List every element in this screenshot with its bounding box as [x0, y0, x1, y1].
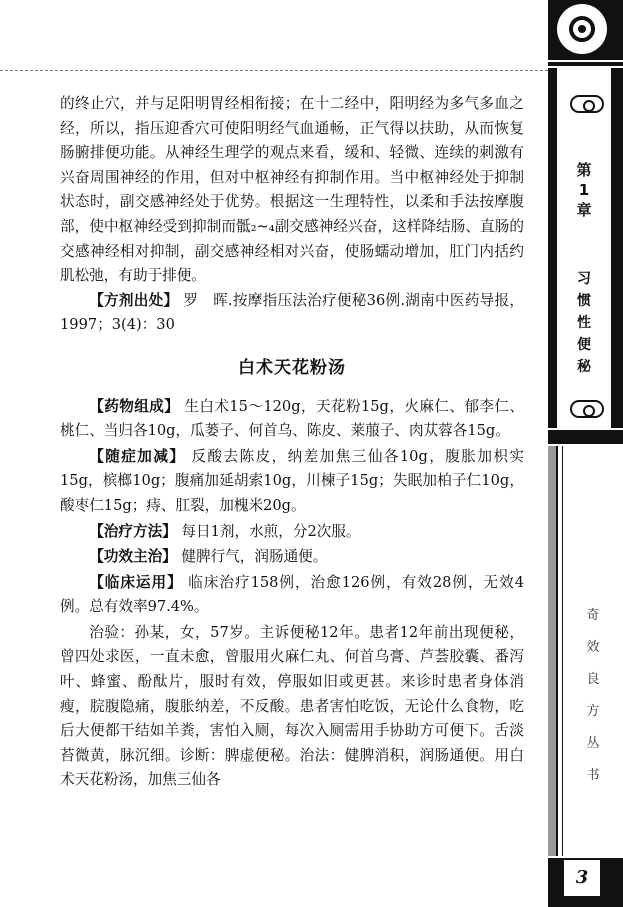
section-efficacy	[60, 545, 524, 570]
section-tag: 【治疗方法】	[89, 522, 177, 540]
cloud-emblem-icon	[557, 4, 607, 54]
section-tag: 【临床运用】	[89, 573, 183, 591]
chapter-title-char: 秘	[577, 359, 591, 375]
ornament-top-icon	[570, 95, 604, 113]
chapter-label-char: 1	[578, 181, 590, 199]
emblem-dot-icon	[578, 25, 586, 33]
chapter-title-char: 惯	[577, 293, 591, 309]
recipe-title: 白术天花粉汤	[238, 357, 346, 378]
chapter-title-char: 便	[577, 337, 591, 353]
page-number-box	[548, 858, 623, 907]
case-report: 治验：孙某，女，57岁。主诉便秘12年。患者12年前出现便秘，曾四处求医，一直未愈，曾服用火麻仁丸、何首乌膏、芦荟胶囊、番泻叶、蜂蜜、酚酞片，服时有效，停服如旧或更甚。来诊时患者身体消瘦，脘腹隐痛，腹胀纳差，不反酸。患者害怕吃饭，无论什么食物，吃后大便都干结如羊粪，害怕入厕，每次入厕需用手协助方可便下。舌淡苔微黄，脉沉细。诊断：脾虚便秘。治法：健脾消积，润肠通便。用白术天花粉汤，加焦三仙各	[60, 623, 524, 789]
section-text: 反酸去陈皮，纳差加焦三仙各10g，腹胀加枳实15g，槟榔10g；腹痛加延胡索10g，川楝子15g；失眠加柏子仁10g，酸枣仁15g；痔、肛裂，加槐米20g。	[60, 447, 524, 514]
section-tag: 【药物组成】	[89, 397, 180, 415]
chapter-title-char: 习	[577, 271, 591, 287]
series-char: 丛	[586, 736, 600, 751]
series-char: 良	[586, 672, 600, 687]
section-tag: 【功效主治】	[89, 548, 177, 566]
page-body	[60, 92, 524, 793]
section-composition	[60, 395, 524, 444]
band-bar	[548, 430, 623, 444]
chapter-tab	[548, 68, 623, 428]
body-paragraph: 的终止穴，并与足阳明胃经相衔接；在十二经中，阳明经为多气多血之经，所以，指压迎香穴可使阳明经气血通畅，正气得以扶助，从而恢复肠腑排便功能。从神经生理学的观点来看，缓和、轻微、连续的刺激有兴奋周围神经的作用，但对中枢神经有抑制作用。当中枢神经处于抑制状态时，副交感神经处于优势。根据这一生理特性，以柔和手法按摩腹部，使中枢神经受到抑制而骶₂~₄副交感神经兴奋，这样降结肠、直肠的交感神经相对抑制，副交感神经相对兴奋，使肠蠕动增加，肛门内括约肌松弛，有助于排便。	[60, 95, 524, 285]
header-rule	[0, 70, 548, 71]
chapter-label	[557, 160, 611, 220]
band-top-block	[548, 0, 623, 60]
series-char: 书	[586, 768, 600, 783]
page-number: 3	[564, 860, 600, 896]
chapter-label-char: 章	[576, 201, 592, 219]
section-tag: 【随症加减】	[89, 447, 186, 465]
series-char: 方	[586, 704, 600, 719]
section-text: 临床治疗158例，治愈126例，有效28例，无效4例。总有效率97.4%。	[60, 573, 524, 616]
section-method	[60, 520, 524, 545]
ornament-bottom-icon	[570, 400, 604, 418]
section-text: 生白术15～120g，天花粉15g，火麻仁、郁李仁、桃仁、当归各10g，瓜蒌子、何首乌、陈皮、莱菔子、肉苁蓉各15g。	[60, 397, 524, 440]
section-clinical	[60, 571, 524, 620]
series-char: 效	[586, 640, 600, 655]
band-gray-strip	[548, 446, 556, 856]
source-tag: 【方剂出处】	[89, 291, 179, 309]
source-text: 罗 晖.按摩指压法治疗便秘36例.湖南中医药导报，1997；3(4)：30	[60, 291, 524, 334]
chapter-title-char: 性	[577, 315, 591, 331]
section-modification	[60, 445, 524, 519]
side-band	[548, 0, 623, 907]
source-entry	[60, 289, 524, 338]
band-line	[562, 446, 563, 856]
chapter-tab-inner	[554, 68, 614, 428]
band-stripe	[548, 62, 623, 66]
section-text: 每日1剂，水煎，分2次服。	[181, 522, 361, 540]
series-title	[573, 600, 613, 792]
chapter-label-char: 第	[576, 161, 592, 179]
series-char: 奇	[586, 608, 600, 623]
section-text: 健脾行气，润肠通便。	[181, 548, 328, 566]
band-line	[556, 446, 558, 856]
chapter-title	[557, 268, 611, 378]
